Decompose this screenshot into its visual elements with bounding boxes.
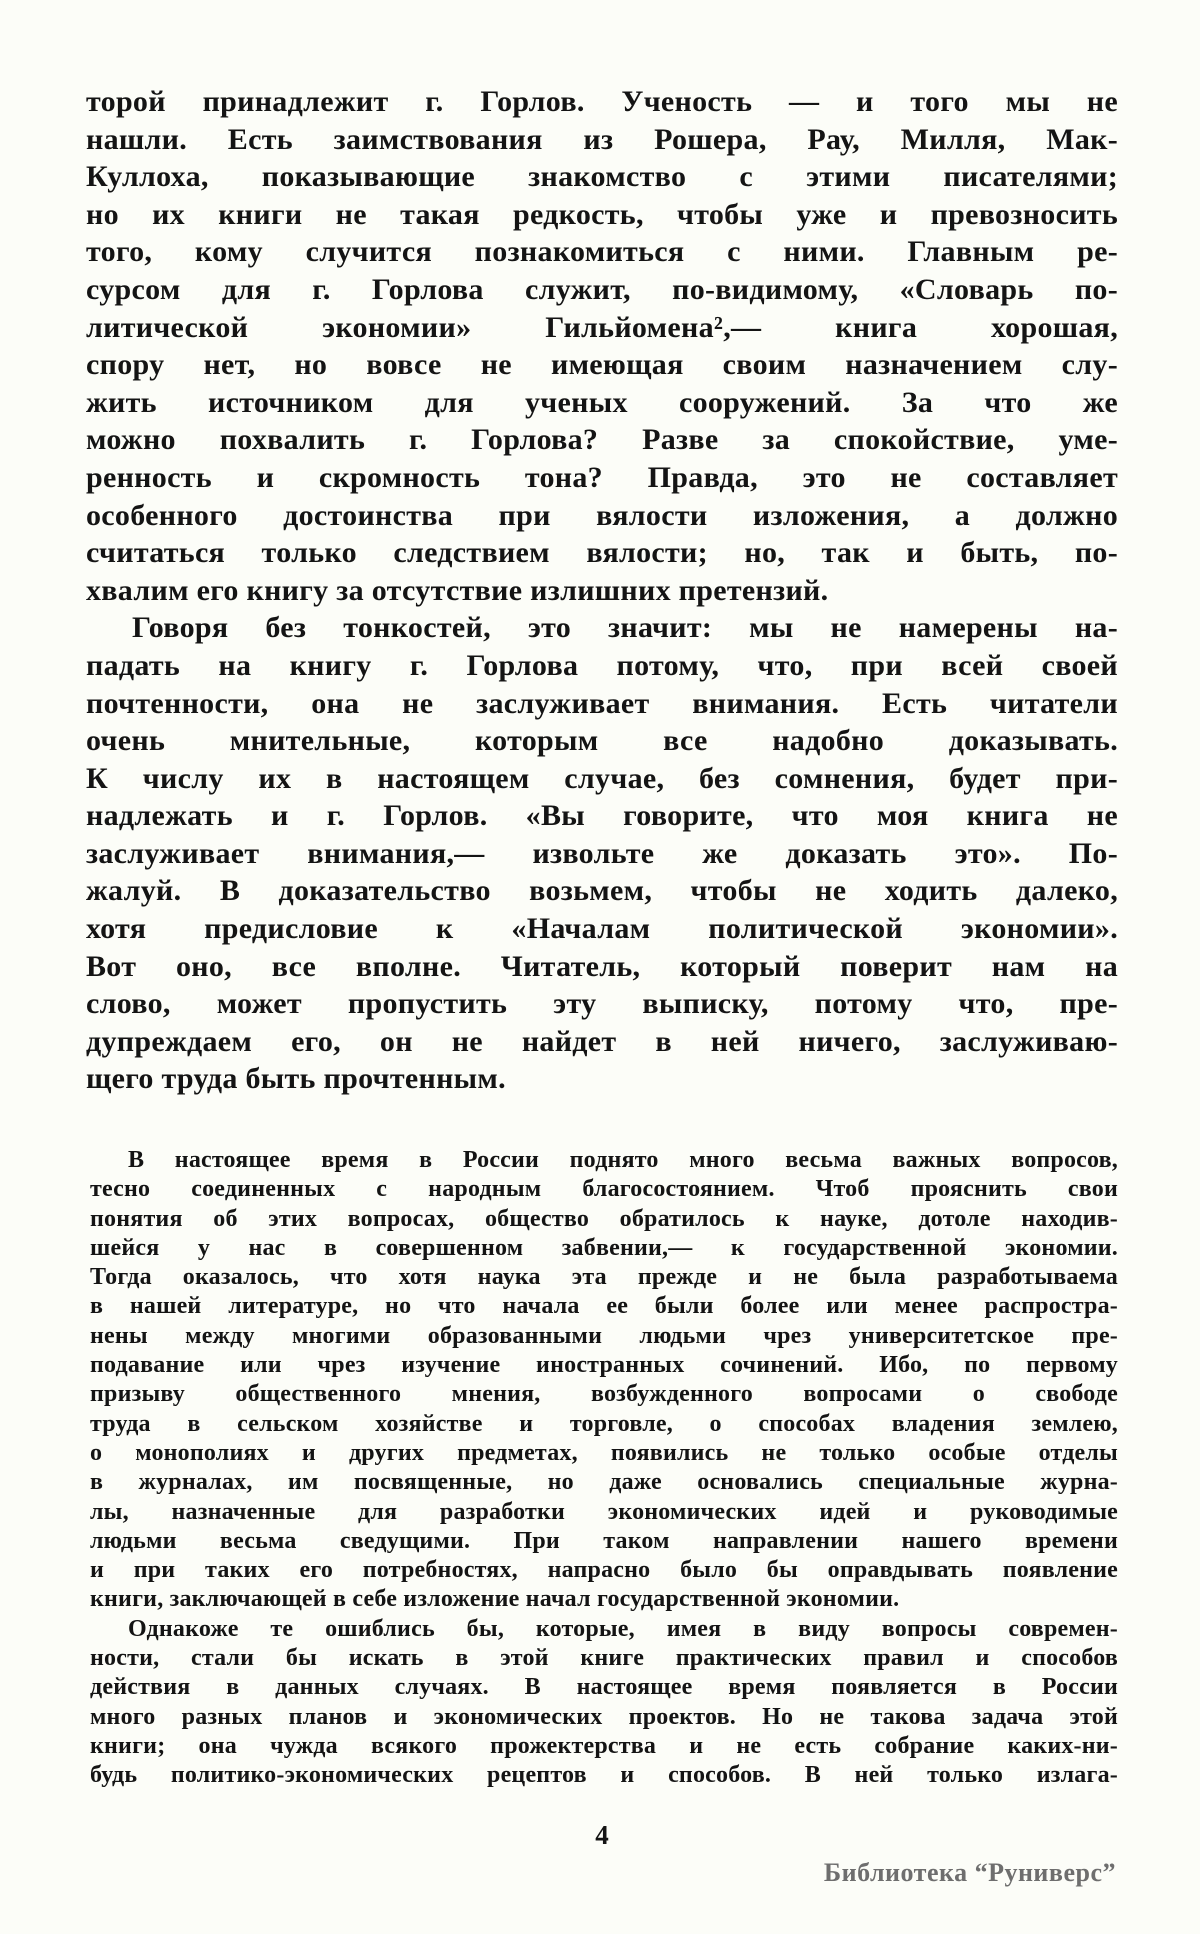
text-line: сурсом для г. Горлова служит, по-видимому, «Словарь по- bbox=[86, 272, 1118, 306]
text-line: хотя предисловие к «Началам политической экономии». bbox=[86, 912, 1118, 946]
text-line: очень мнительные, которым все надобно доказывать. bbox=[86, 724, 1118, 758]
library-watermark: Библиотека “Руниверс” bbox=[823, 1858, 1116, 1887]
text-line: тесно соединенных с народным благосостоянием. Чтоб прояснить свои bbox=[90, 1176, 1118, 1203]
text-line: подавание или чрез изучение иностранных сочинений. Ибо, по первому bbox=[90, 1352, 1118, 1379]
text-line: того, кому случится познакомиться с ними. Главным ре- bbox=[86, 235, 1118, 269]
text-line: шейся у нас в совершенном забвении,— к государственной экономии. bbox=[90, 1234, 1118, 1261]
quoted-preface-block bbox=[90, 1146, 1118, 1791]
text-line: щего труда быть прочтенным. bbox=[86, 1062, 506, 1096]
text-line: много разных планов и экономических проектов. Но не такова задача этой bbox=[90, 1703, 1118, 1730]
text-line: книги, заключающей в себе изложение начал государственной экономии. bbox=[90, 1586, 900, 1613]
text-line: спору нет, но вовсе не имеющая своим назначением слу- bbox=[86, 348, 1118, 382]
quote-paragraph-first bbox=[90, 1146, 1118, 1615]
text-line: понятия об этих вопросах, общество обратилось к науке, дотоле находив- bbox=[90, 1205, 1118, 1232]
text-line: людьми весьма сведущими. При таком направлении нашего времени bbox=[90, 1527, 1118, 1554]
text-line: нашли. Есть заимствования из Рошера, Рау, Милля, Мак- bbox=[86, 122, 1118, 156]
text-line: будь политико-экономических рецептов и способов. В ней только излага- bbox=[90, 1762, 1118, 1789]
text-line: можно похвалить г. Горлова? Разве за спокойствие, уме- bbox=[86, 423, 1118, 457]
text-line: но их книги не такая редкость, чтобы уже и превозносить bbox=[86, 197, 1118, 231]
text-line: хвалим его книгу за отсутствие излишних претензий. bbox=[86, 573, 829, 607]
text-line: В настоящее время в России поднято много весьма важных вопросов, bbox=[128, 1147, 1118, 1173]
text-line: книги; она чужда всякого прожектерства и не есть собрание каких-ни- bbox=[90, 1732, 1118, 1759]
text-line: дупреждаем его, он не найдет в ней ничего, заслуживаю- bbox=[86, 1024, 1118, 1058]
main-text-block bbox=[86, 83, 1118, 1098]
text-line: К числу их в настоящем случае, без сомнения, будет при- bbox=[86, 761, 1118, 795]
text-line: особенного достоинства при вялости изложения, а должно bbox=[86, 498, 1118, 532]
text-line: считаться только следствием вялости; но, так и быть, по- bbox=[86, 536, 1118, 570]
text-line: в журналах, им посвященные, но даже основались специальные журна- bbox=[90, 1469, 1118, 1496]
text-line: надлежать и г. Горлов. «Вы говорите, что моя книга не bbox=[86, 799, 1118, 833]
text-line: действия в данных случаях. В настоящее время появляется в России bbox=[90, 1674, 1118, 1701]
text-line: и при таких его потребностях, напрасно было бы оправдывать появление bbox=[90, 1557, 1118, 1584]
text-line: слово, может пропустить эту выписку, потому что, пре- bbox=[86, 987, 1118, 1021]
text-line: торой принадлежит г. Горлов. Ученость — и того мы не bbox=[86, 85, 1118, 118]
text-line: заслуживает внимания,— извольте же доказать это». По- bbox=[86, 836, 1118, 870]
text-line: жить источником для ученых сооружений. За что же bbox=[86, 385, 1118, 419]
text-line: призыву общественного мнения, возбужденного вопросами о свободе bbox=[90, 1381, 1118, 1408]
main-paragraph-second bbox=[86, 609, 1118, 1098]
text-line: почтенности, она не заслуживает внимания. Есть читатели bbox=[86, 686, 1118, 720]
text-line: нены между многими образованными людьми чрез университетское пре- bbox=[90, 1322, 1118, 1349]
text-line: Куллоха, показывающие знакомство с этими писателями; bbox=[86, 160, 1118, 194]
text-line: Тогда оказалось, что хотя наука эта прежде и не была разработываема bbox=[90, 1264, 1118, 1291]
text-line: труда в сельском хозяйстве и торговле, о способах владения землею, bbox=[90, 1410, 1118, 1437]
text-line: ренность и скромность тона? Правда, это не составляет bbox=[86, 460, 1118, 494]
text-line: Однакоже те ошиблись бы, которые, имея в виду вопросы современ- bbox=[128, 1615, 1118, 1642]
page-number: 4 bbox=[595, 1820, 609, 1850]
text-line: ности, стали бы искать в этой книге практических правил и способов bbox=[90, 1645, 1118, 1672]
text-line: лы, назначенные для разработки экономических идей и руководимые bbox=[90, 1498, 1118, 1525]
text-line: литической экономии» Гильйомена²,— книга хорошая, bbox=[86, 310, 1118, 344]
text-line: в нашей литературе, но что начала ее были более или менее распростра- bbox=[90, 1293, 1118, 1320]
text-line: о монополиях и других предметах, появились не только особые отделы bbox=[90, 1439, 1118, 1466]
text-line: падать на книгу г. Горлова потому, что, при всей своей bbox=[86, 648, 1118, 682]
text-line: Вот оно, все вполне. Читатель, который поверит нам на bbox=[86, 949, 1118, 983]
main-paragraph-continuation bbox=[86, 83, 1118, 609]
text-line: Говоря без тонкостей, это значит: мы не намерены на- bbox=[132, 611, 1118, 645]
quote-paragraph-second bbox=[90, 1615, 1118, 1791]
text-line: жалуй. В доказательство возьмем, чтобы не ходить далеко, bbox=[86, 874, 1118, 908]
